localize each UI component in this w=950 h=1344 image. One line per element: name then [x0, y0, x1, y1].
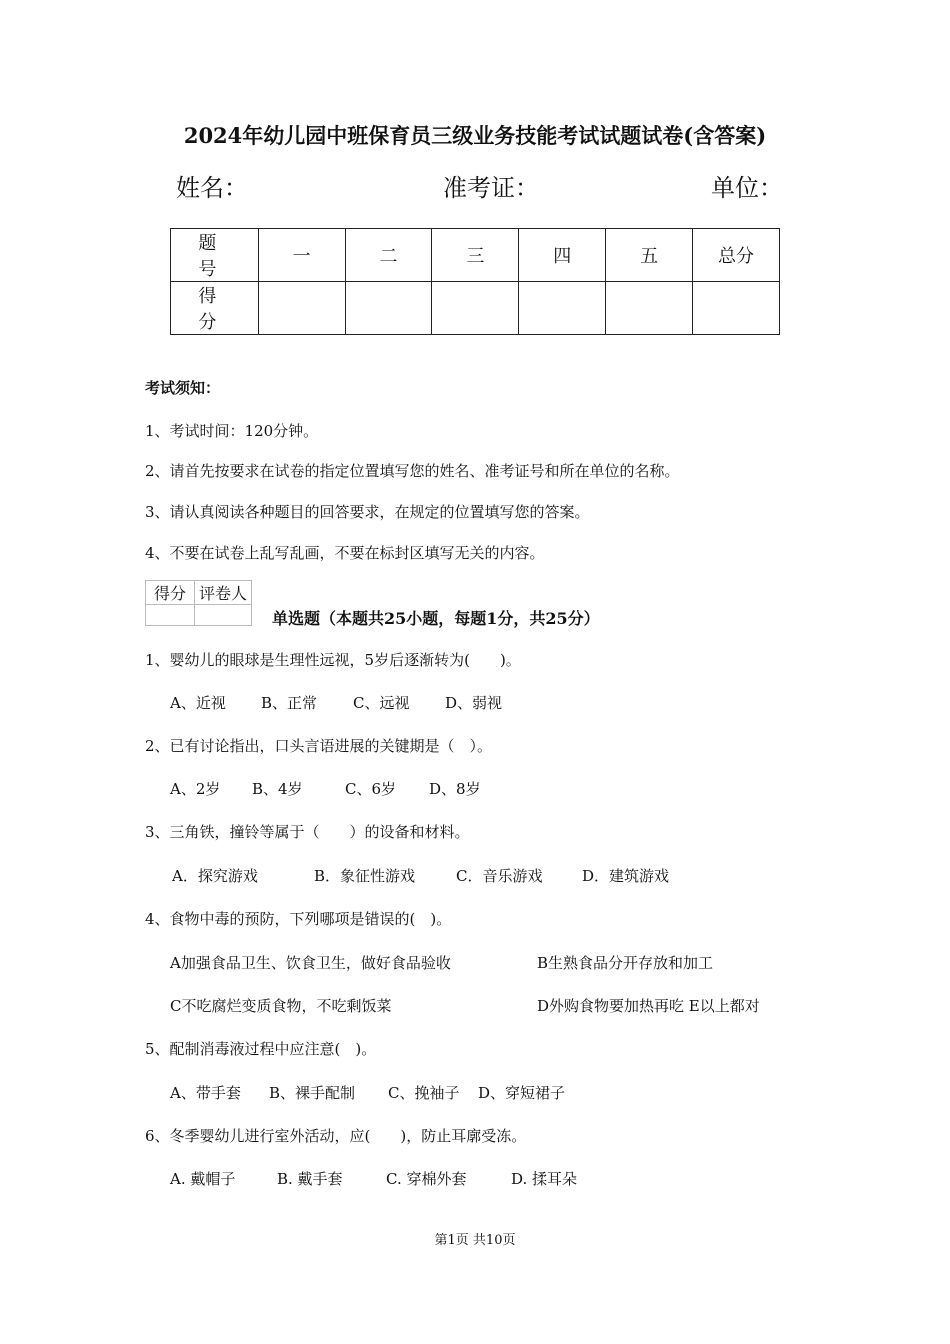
question-option: A加强食品卫生、饮食卫生，做好食品验收 — [170, 954, 451, 972]
score-input-cell[interactable] — [693, 282, 780, 335]
question-option: C、挽袖子 — [388, 1084, 460, 1102]
question-option: D、弱视 — [445, 694, 503, 712]
question-option: C不吃腐烂变质食物，不吃剩饭菜 — [170, 997, 392, 1015]
score-input-cell[interactable] — [606, 282, 693, 335]
score-table-cell: 二 — [345, 229, 432, 282]
question-option: C、远视 — [353, 694, 410, 712]
question-stem: 1、婴幼儿的眼球是生理性远视，5岁后逐渐转为( )。 — [145, 651, 521, 669]
notice-item: 4、不要在试卷上乱写乱画，不要在标封区填写无关的内容。 — [145, 544, 545, 562]
grader-reviewer-label: 评卷人 — [195, 581, 252, 605]
notice-item: 1、考试时间：120分钟。 — [145, 422, 319, 440]
grader-score-label: 得分 — [146, 581, 195, 605]
grader-box — [145, 580, 252, 626]
score-table-cell: 总分 — [693, 229, 780, 282]
question-stem: 6、冬季婴幼儿进行室外活动，应( )，防止耳廓受冻。 — [145, 1127, 527, 1145]
unit-label: 单位： — [711, 174, 783, 202]
score-input-cell[interactable] — [258, 282, 345, 335]
question-option: A、带手套 — [170, 1084, 241, 1102]
question-option: A．探究游戏 — [172, 867, 258, 885]
question-option: D、8岁 — [429, 780, 481, 798]
question-option: A. 戴帽子 — [170, 1170, 236, 1188]
score-input-cell[interactable] — [345, 282, 432, 335]
question-stem: 3、三角铁，撞铃等属于（ ）的设备和材料。 — [145, 823, 470, 841]
page-footer: 第1页 共10页 — [434, 1233, 516, 1248]
score-table-score-row — [171, 282, 780, 335]
question-stem: 4、食物中毒的预防，下列哪项是错误的( )。 — [145, 910, 452, 928]
score-table-cell: 得 分 — [171, 282, 259, 335]
question-option: C. 穿棉外套 — [386, 1170, 467, 1188]
score-table-cell: 三 — [432, 229, 519, 282]
exam-id-label: 准考证： — [443, 174, 539, 202]
grader-reviewer-cell[interactable] — [195, 605, 252, 626]
score-table-cell: 五 — [606, 229, 693, 282]
question-option: B、4岁 — [252, 780, 303, 798]
name-label: 姓名： — [176, 174, 248, 202]
score-table-cell: 题 号 — [171, 229, 259, 282]
score-input-cell[interactable] — [432, 282, 519, 335]
question-option: B、正常 — [261, 694, 318, 712]
score-table-header-row — [171, 229, 780, 282]
score-table-cell: 一 — [258, 229, 345, 282]
question-option: D外购食物要加热再吃 E以上都对 — [537, 997, 760, 1015]
grader-score-cell[interactable] — [146, 605, 195, 626]
question-stem: 2、已有讨论指出，口头言语进展的关键期是（ ）。 — [145, 737, 493, 755]
question-option: C．音乐游戏 — [456, 867, 543, 885]
exam-title: 2024年幼儿园中班保育员三级业务技能考试试题试卷(含答案) — [183, 123, 767, 148]
question-option: B．象征性游戏 — [314, 867, 416, 885]
question-option: D. 揉耳朵 — [511, 1170, 578, 1188]
question-option: B. 戴手套 — [277, 1170, 343, 1188]
question-option: D．建筑游戏 — [582, 867, 670, 885]
question-option: A、2岁 — [170, 780, 221, 798]
score-table — [170, 228, 780, 335]
notice-heading: 考试须知： — [145, 379, 221, 397]
question-stem: 5、配制消毒液过程中应注意( )。 — [145, 1040, 377, 1058]
question-option: B、裸手配制 — [269, 1084, 356, 1102]
section-heading: 单选题（本题共25小题，每题1分，共25分） — [272, 609, 600, 628]
score-table-cell: 四 — [519, 229, 606, 282]
question-option: D、穿短裙子 — [478, 1084, 566, 1102]
score-input-cell[interactable] — [519, 282, 606, 335]
question-option: C、6岁 — [345, 780, 397, 798]
notice-item: 2、请首先按要求在试卷的指定位置填写您的姓名、准考证号和所在单位的名称。 — [145, 462, 680, 480]
question-option: B生熟食品分开存放和加工 — [537, 954, 714, 972]
notice-item: 3、请认真阅读各种题目的回答要求，在规定的位置填写您的答案。 — [145, 503, 590, 521]
question-option: A、近视 — [170, 694, 226, 712]
